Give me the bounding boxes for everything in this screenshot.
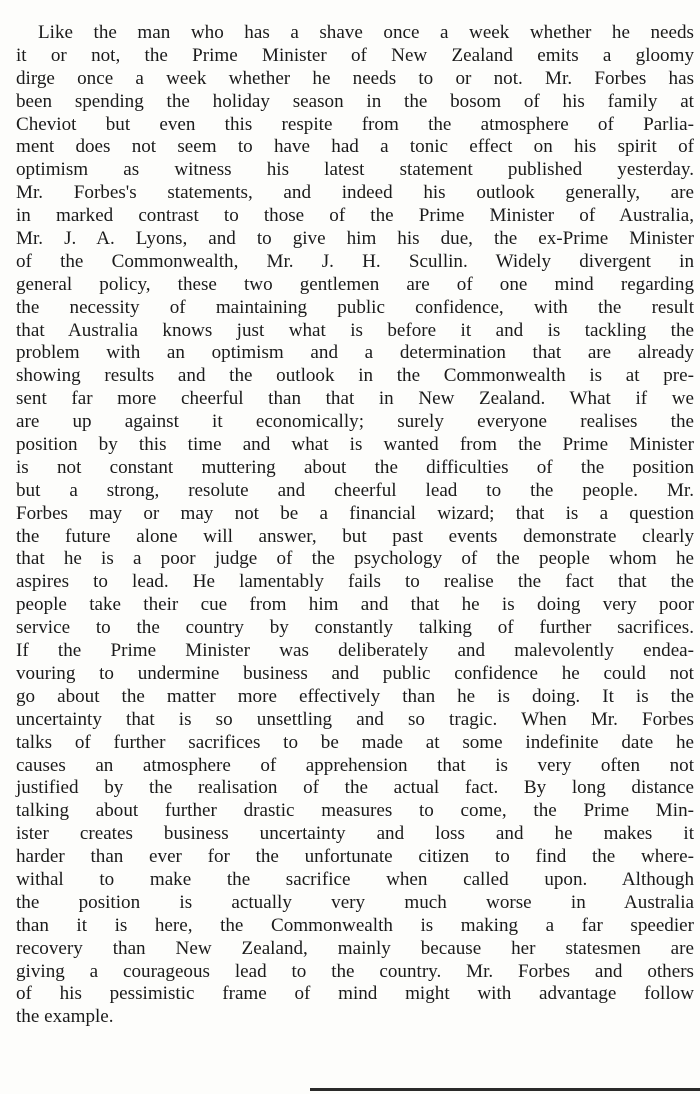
text-line: go about the matter more effectively than he is doing. It is the [16, 685, 694, 707]
text-line: it or not, the Prime Minister of New Zealand emits a gloomy [16, 44, 694, 66]
text-line: dirge once a week whether he needs to or not. Mr. Forbes has [16, 67, 694, 89]
text-line: Mr. J. A. Lyons, and to give him his due, the ex-Prime Minister [16, 228, 694, 250]
text-line: ment does not seem to have had a tonic effect on his spirit of [16, 136, 694, 158]
text-line: of his pessimistic frame of mind might with advantage follow [16, 983, 694, 1005]
text-line: service to the country by constantly talking of further sacrifices. [16, 617, 694, 639]
text-line: talks of further sacrifices to be made at some indefinite date he [16, 731, 694, 753]
text-line: the position is actually very much worse in Australia [16, 891, 694, 913]
text-line: been spending the holiday season in the bosom of his family at [16, 90, 694, 112]
text-line: of the Commonwealth, Mr. J. H. Scullin. Widely divergent in [16, 250, 694, 272]
text-line: If the Prime Minister was deliberately and malevolently endea- [16, 640, 694, 662]
text-line: causes an atmosphere of apprehension that is very often not [16, 754, 694, 776]
text-line: justified by the realisation of the actual fact. By long distance [16, 777, 694, 799]
text-line: general policy, these two gentlemen are of one mind regarding [16, 273, 694, 295]
text-line: the future alone will answer, but past events demonstrate clearly [16, 525, 694, 547]
text-line: uncertainty that is so unsettling and so tragic. When Mr. Forbes [16, 708, 694, 730]
text-line: that Australia knows just what is before it and is tackling the [16, 319, 694, 341]
text-line: problem with an optimism and a determination that are already [16, 342, 694, 364]
text-line: Cheviot but even this respite from the atmosphere of Parlia- [16, 113, 694, 135]
text-line: aspires to lead. He lamentably fails to realise the fact that the [16, 571, 694, 593]
text-line: Like the man who has a shave once a week whether he needs [38, 22, 694, 43]
text-line: vouring to undermine business and public confidence he could not [16, 662, 694, 684]
text-line: but a strong, resolute and cheerful lead to the people. Mr. [16, 479, 694, 501]
text-line: that he is a poor judge of the psychology of the people whom he [16, 548, 694, 570]
text-line: optimism as witness his latest statement published yesterday. [16, 159, 694, 181]
text-line: withal to make the sacrifice when called upon. Although [16, 868, 694, 890]
text-line: the example. [16, 1006, 114, 1028]
text-line: are up against it economically; surely everyone realises the [16, 411, 694, 433]
text-line: than it is here, the Commonwealth is making a far speedier [16, 914, 694, 936]
column-rule-divider [310, 1088, 700, 1091]
editorial-paragraph [16, 22, 694, 1029]
text-line: the necessity of maintaining public confidence, with the result [16, 296, 694, 318]
text-line: Forbes may or may not be a financial wizard; that is a question [16, 502, 694, 524]
text-line: talking about further drastic measures to come, the Prime Min- [16, 800, 694, 822]
text-line: showing results and the outlook in the Commonwealth is at pre- [16, 365, 694, 387]
text-line: sent far more cheerful than that in New Zealand. What if we [16, 388, 694, 410]
text-line: Mr. Forbes's statements, and indeed his outlook generally, are [16, 182, 694, 204]
text-line: people take their cue from him and that he is doing very poor [16, 594, 694, 616]
text-line: harder than ever for the unfortunate citizen to find the where- [16, 846, 694, 868]
text-line: in marked contrast to those of the Prime Minister of Australia, [16, 205, 694, 227]
text-line: position by this time and what is wanted from the Prime Minister [16, 434, 694, 456]
text-line: ister creates business uncertainty and loss and he makes it [16, 823, 694, 845]
text-line: giving a courageous lead to the country. Mr. Forbes and others [16, 960, 694, 982]
text-line: recovery than New Zealand, mainly because her statesmen are [16, 937, 694, 959]
text-line: is not constant muttering about the difficulties of the position [16, 456, 694, 478]
